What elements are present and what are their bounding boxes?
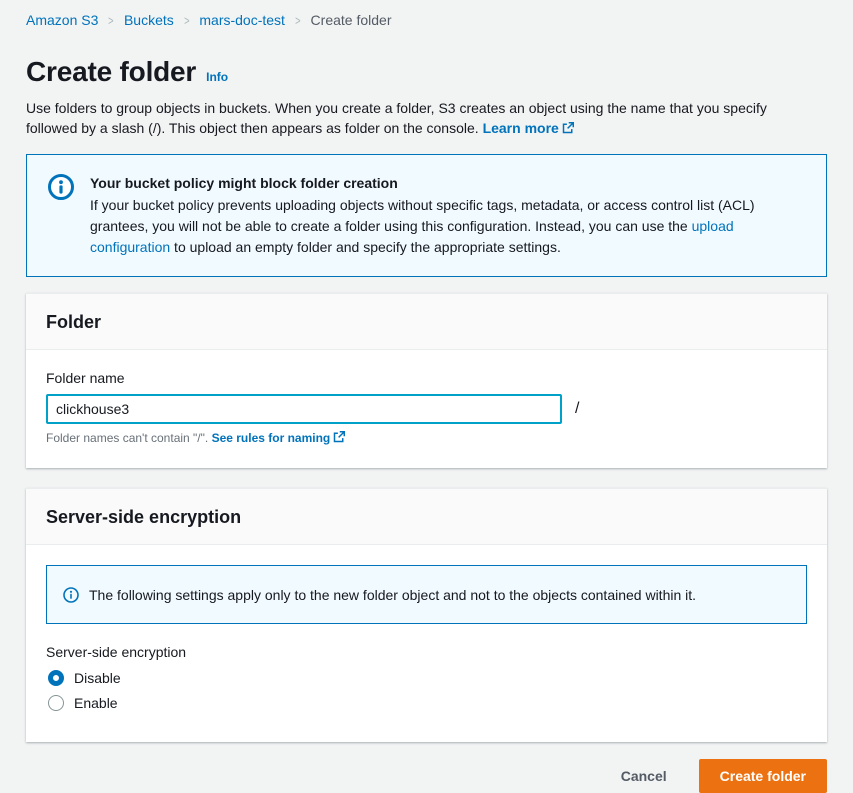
encryption-info-alert <box>46 565 807 624</box>
radio-option-disable[interactable] <box>48 670 807 686</box>
encryption-info-text: The following settings apply only to the new folder object and not to the objects contained within it. <box>89 586 697 603</box>
alert-body-pre: If your bucket policy prevents uploading objects without specific tags, metadata, or access control list (ACL) grantees, you will not be able to create a folder using this configuration. Instead, you can use the <box>90 197 755 234</box>
naming-rules-link[interactable] <box>212 431 346 445</box>
breadcrumb <box>26 10 827 34</box>
description-text: Use folders to group objects in buckets. When you create a folder, S3 creates an object using the name that you specify followed by a slash (/). This object then appears as folder on the console. <box>26 100 767 136</box>
radio-unselected-icon[interactable] <box>48 695 64 711</box>
alert-body <box>90 195 790 258</box>
encryption-section-title: Server-side encryption <box>46 507 242 527</box>
external-link-icon <box>562 119 574 139</box>
learn-more-link[interactable] <box>483 120 574 136</box>
radio-option-enable-label: Enable <box>74 695 118 711</box>
info-link[interactable]: Info <box>206 70 229 84</box>
alert-body-post: to upload an empty folder and specify the appropriate settings. <box>170 239 561 255</box>
encryption-section-header <box>26 489 827 545</box>
info-circle-icon <box>47 173 75 206</box>
folder-name-suffix: / <box>575 400 580 417</box>
alert-heading: Your bucket policy might block folder creation <box>90 175 398 191</box>
folder-section-body <box>26 350 827 468</box>
bucket-policy-alert <box>26 154 827 277</box>
folder-name-row <box>46 394 807 424</box>
folder-name-label: Folder name <box>46 370 125 386</box>
page-header <box>26 56 827 88</box>
external-link-icon <box>333 431 345 446</box>
page-title: Create folder <box>26 56 197 87</box>
naming-rules-label: See rules for naming <box>211 431 331 445</box>
info-outline-icon <box>63 587 79 603</box>
create-folder-button[interactable]: Create folder <box>699 759 827 793</box>
breadcrumb-separator-icon: > <box>108 12 114 28</box>
radio-selected-icon[interactable] <box>48 670 64 686</box>
folder-section-title: Folder <box>46 312 102 332</box>
folder-section-header <box>26 294 827 350</box>
learn-more-label: Learn more <box>482 120 559 136</box>
encryption-section-body <box>26 545 827 742</box>
upload-configuration-link[interactable]: upload configuration <box>90 218 734 255</box>
cancel-button[interactable]: Cancel <box>617 762 671 790</box>
breadcrumb-separator-icon: > <box>183 12 190 28</box>
encryption-group-label: Server-side encryption <box>46 644 187 660</box>
breadcrumb-link-buckets[interactable]: Buckets <box>123 12 174 28</box>
breadcrumb-link-amazon-s3[interactable]: Amazon S3 <box>26 12 99 28</box>
alert-content <box>90 173 790 258</box>
folder-name-input[interactable] <box>46 394 562 424</box>
radio-option-disable-label: Disable <box>74 670 121 686</box>
radio-option-enable[interactable] <box>48 695 807 711</box>
folder-name-helper <box>46 431 807 446</box>
breadcrumb-current: Create folder <box>310 12 392 28</box>
page-description <box>26 98 794 139</box>
breadcrumb-link-bucket-name[interactable]: mars-doc-test <box>199 12 285 28</box>
helper-text: Folder names can't contain "/". <box>46 431 212 445</box>
breadcrumb-separator-icon: > <box>295 12 301 28</box>
encryption-section <box>26 488 827 742</box>
folder-section <box>26 293 827 468</box>
